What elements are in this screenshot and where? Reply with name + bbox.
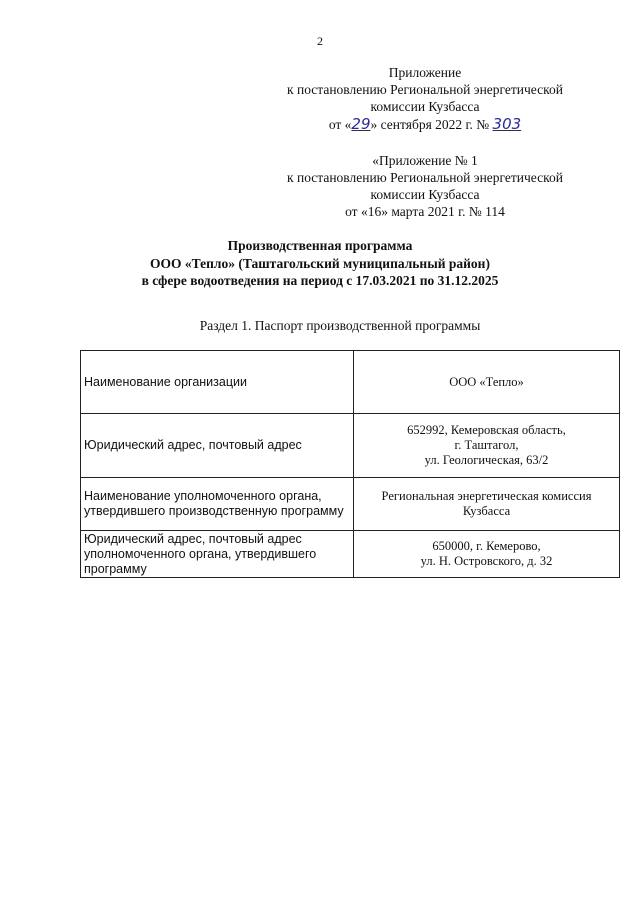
appendix-title: Приложение: [388, 65, 462, 80]
value-line: 650000, г. Кемерово,: [432, 539, 541, 553]
date-prefix: от «: [328, 117, 352, 132]
title-line-3: в сфере водоотведения на период с 17.03.2021 по 31.12.2025: [141, 273, 499, 288]
appendix-date-line: [260, 116, 590, 133]
handwritten-number: 303: [492, 115, 522, 133]
section-heading: Раздел 1. Паспорт производственной программы: [199, 318, 481, 333]
table-row: [81, 531, 620, 578]
table-row: [81, 351, 620, 414]
original-resolution-line: к постановлению Региональной энергетической: [287, 170, 563, 185]
original-date-line: от «16» марта 2021 г. № 114: [345, 204, 505, 219]
table-row: [81, 414, 620, 478]
date-middle: » сентября 2022 г. №: [370, 117, 490, 132]
row-label: Наименование организации: [81, 351, 354, 414]
value-line: ул. Геологическая, 63/2: [424, 453, 549, 467]
document-title: [0, 237, 640, 290]
value-line: г. Таштагол,: [454, 438, 519, 452]
row-label: Наименование уполномоченного органа, утвердившего производственную программу: [81, 478, 354, 531]
handwritten-day: 29: [351, 115, 371, 133]
value-line: Кузбасса: [462, 504, 511, 518]
value-line: 652992, Кемеровская область,: [407, 423, 566, 437]
row-label: Юридический адрес, почтовый адрес уполномоченного органа, утвердившего программу: [81, 531, 354, 578]
row-value: [354, 414, 620, 478]
page-number: 2: [317, 34, 323, 48]
value-line: Региональная энергетическая комиссия: [381, 489, 592, 503]
row-label: Юридический адрес, почтовый адрес: [81, 414, 354, 478]
original-commission: комиссии Кузбасса: [370, 187, 480, 202]
row-value: [354, 351, 620, 414]
appendix-current: [260, 64, 590, 133]
appendix-resolution-line: к постановлению Региональной энергетической: [287, 82, 563, 97]
appendix-original: [260, 152, 590, 220]
original-appendix-title: «Приложение № 1: [372, 153, 478, 168]
appendix-commission: комиссии Кузбасса: [370, 99, 480, 114]
row-value: [354, 478, 620, 531]
value-line: ул. Н. Островского, д. 32: [420, 554, 553, 568]
title-line-1: Производственная программа: [227, 238, 413, 253]
table-row: [81, 478, 620, 531]
row-value: [354, 531, 620, 578]
passport-table: [80, 350, 620, 578]
value-line: ООО «Тепло»: [449, 374, 524, 389]
title-line-2: ООО «Тепло» (Таштагольский муниципальный район): [150, 255, 490, 271]
